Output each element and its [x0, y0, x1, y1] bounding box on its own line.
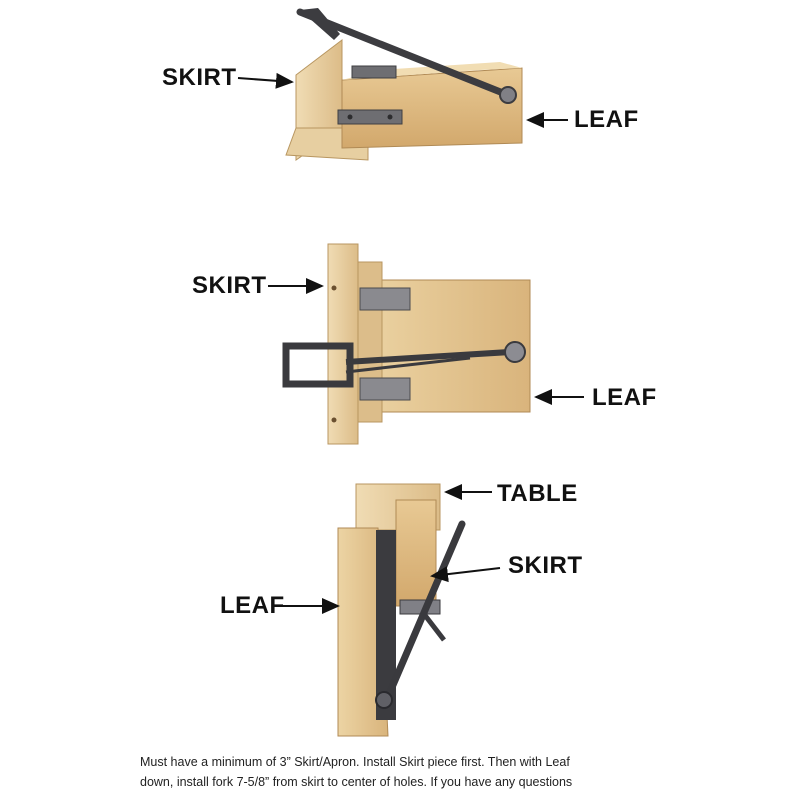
skirt-arrow-1: [238, 78, 292, 82]
hinge: [400, 600, 440, 614]
table-label: TABLE: [497, 480, 578, 507]
brace-arm-inner: [424, 614, 444, 640]
leaf-label-2: LEAF: [592, 384, 657, 411]
instructions-line-1: Must have a minimum of 3” Skirt/Apron. Install Skirt piece first. Then with Leaf: [140, 755, 570, 769]
diagram-1-skirt-leaf-flat: [286, 8, 522, 160]
screw-hole: [332, 418, 337, 423]
diagram-2-skirt-leaf-front: [286, 244, 530, 444]
diagram-3-table-skirt-leaf-down: [338, 484, 462, 736]
screw-hole: [332, 286, 337, 291]
skirt-label-1: SKIRT: [162, 64, 237, 91]
screw: [348, 115, 353, 120]
hinge-lower: [360, 378, 410, 400]
brace-pivot: [500, 87, 516, 103]
installation-instructions: [140, 752, 700, 792]
leaf-label-1: LEAF: [574, 106, 639, 133]
brace-pivot: [505, 342, 525, 362]
hinge-upper: [360, 288, 410, 310]
leaf-board: [342, 68, 522, 148]
screw: [388, 115, 393, 120]
instructions-line-2: down, install fork 7-5/8” from skirt to center of holes. If you have any questions: [140, 775, 573, 789]
skirt-label-3: SKIRT: [508, 552, 583, 579]
hinge-upper: [352, 66, 396, 78]
brace-pivot: [376, 692, 392, 708]
leaf-label-3: LEAF: [220, 592, 285, 619]
skirt-label-2: SKIRT: [192, 272, 267, 299]
